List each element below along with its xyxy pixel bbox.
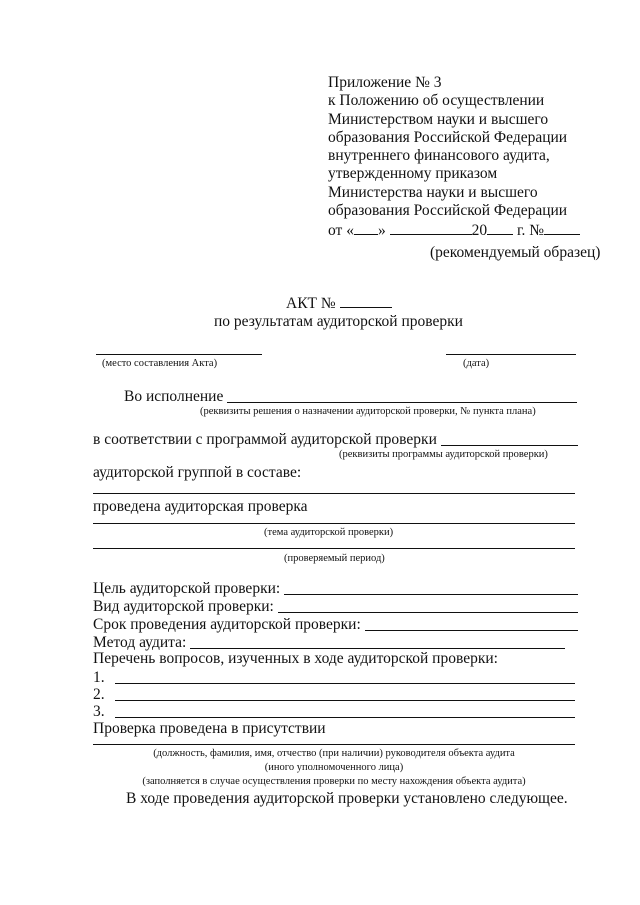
questions-label: Перечень вопросов, изученных в ходе аудиторской проверки:	[93, 650, 498, 667]
question-field[interactable]	[115, 700, 575, 701]
appendix-line: внутреннего финансового аудита,	[328, 147, 550, 165]
presence-caption: (иного уполномоченного лица)	[264, 762, 404, 773]
goal-row	[93, 580, 578, 598]
program-field[interactable]	[441, 445, 578, 446]
topic-caption: (тема аудиторской проверки)	[264, 527, 394, 538]
execution-caption: (реквизиты решения о назначении аудиторской проверки, № пункта плана)	[200, 406, 536, 417]
appendix-line: Приложение № 3	[328, 74, 442, 91]
type-label: Вид аудиторской проверки:	[93, 598, 274, 615]
appendix-line: Министерством науки и высшего	[328, 110, 549, 128]
appendix-line: утвержденному приказом	[328, 165, 498, 183]
appendix-line: образования Российской Федерации	[328, 128, 568, 146]
question-field[interactable]	[115, 683, 575, 684]
execution-row	[124, 388, 577, 406]
execution-label: Во исполнение	[124, 388, 224, 405]
group-line	[93, 493, 575, 494]
order-number-blank	[544, 220, 580, 235]
period-caption: (проверяемый период)	[284, 553, 385, 564]
appendix-date-line: от « » 20 г. №	[328, 220, 580, 240]
term-row	[93, 616, 578, 634]
conclusion-text: В ходе проведения аудиторской проверки установлено следующее.	[126, 790, 568, 807]
program-label: в соответствии с программой аудиторской проверки	[93, 431, 437, 448]
place-caption: (место составления Акта)	[102, 358, 218, 369]
topic-line	[93, 523, 575, 524]
presence-line	[93, 744, 575, 745]
goal-label: Цель аудиторской проверки:	[93, 580, 281, 597]
recommended-note: (рекомендуемый образец)	[430, 244, 601, 261]
appendix-line: к Положению об осуществлении	[328, 92, 545, 110]
presence-caption: (заполняется в случае осуществления проверки по месту нахождения объекта аудита)	[142, 776, 526, 787]
type-row	[93, 598, 578, 616]
presence-caption: (должность, фамилия, имя, отчество (при наличии) руководителя объекта аудита	[153, 748, 515, 759]
conducted-label: проведена аудиторская проверка	[93, 498, 308, 515]
question-row	[93, 686, 575, 704]
question-number: 1.	[93, 669, 105, 686]
appendix-line: образования Российской Федерации	[328, 202, 568, 220]
month-blank	[390, 220, 472, 235]
type-field[interactable]	[278, 612, 578, 613]
program-row	[93, 431, 578, 449]
act-number-blank	[340, 293, 392, 308]
method-field[interactable]	[190, 648, 565, 649]
question-number: 2.	[93, 686, 105, 703]
program-caption: (реквизиты программы аудиторской проверки)	[339, 449, 548, 460]
term-field[interactable]	[365, 630, 578, 631]
group-label: аудиторской группой в составе:	[93, 464, 302, 481]
question-number: 3.	[93, 703, 105, 720]
question-field[interactable]	[115, 717, 575, 718]
date-line	[446, 354, 576, 355]
question-row	[93, 669, 575, 687]
presence-label: Проверка проведена в присутствии	[93, 720, 326, 737]
day-blank	[354, 220, 378, 235]
appendix-block	[328, 74, 580, 241]
act-subtitle: по результатам аудиторской проверки	[214, 313, 463, 330]
period-line	[93, 548, 575, 549]
act-title: АКТ №	[286, 293, 392, 313]
term-label: Срок проведения аудиторской проверки:	[93, 616, 361, 633]
execution-field[interactable]	[227, 402, 577, 403]
place-line	[96, 354, 262, 355]
method-label: Метод аудита:	[93, 634, 187, 651]
goal-field[interactable]	[284, 594, 578, 595]
year-blank	[487, 220, 513, 235]
date-caption: (дата)	[463, 358, 490, 369]
question-row	[93, 703, 575, 721]
appendix-line: Министерства науки и высшего	[328, 183, 538, 201]
